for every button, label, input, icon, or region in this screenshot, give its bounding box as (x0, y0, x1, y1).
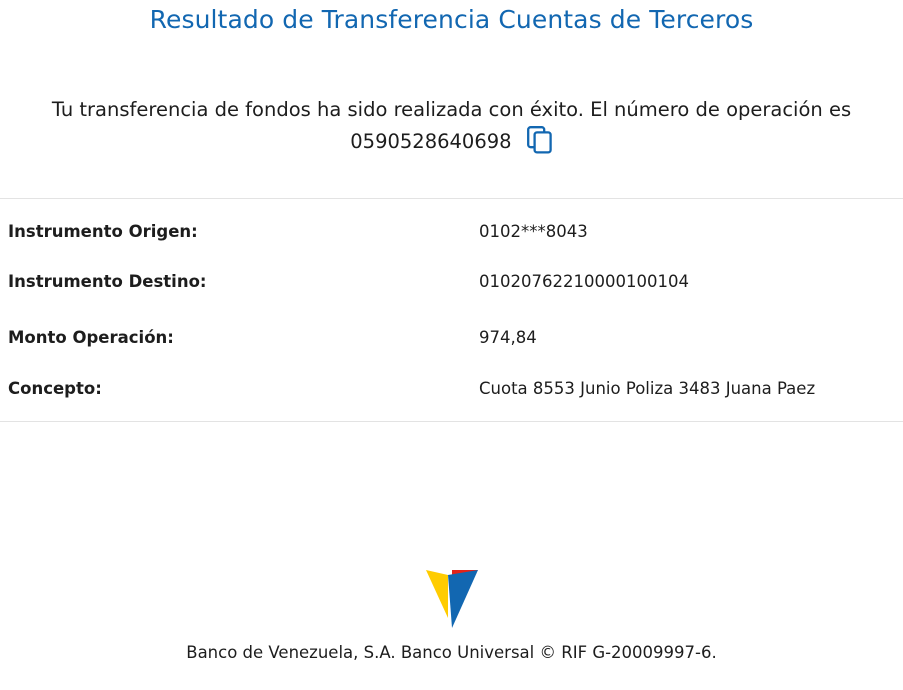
detail-label-concepto: Concepto: (8, 379, 102, 399)
table-row (0, 310, 903, 366)
bdv-logo-icon (422, 566, 482, 632)
footer-text: Banco de Venezuela, S.A. Banco Universal © RIF G-20009997-6. (186, 643, 717, 662)
result-message-text: Tu transferencia de fondos ha sido realizada con éxito. El número de operación es (51, 98, 852, 121)
table-row (0, 199, 903, 255)
table-row (0, 366, 903, 422)
detail-value-instrumento-destino: 01020762210000100104 (479, 272, 689, 292)
copy-icon (527, 126, 553, 154)
detail-label-instrumento-destino: Instrumento Destino: (8, 272, 207, 292)
page-title: Resultado de Transferencia Cuentas de Terceros (149, 5, 754, 34)
detail-label-instrumento-origen: Instrumento Origen: (8, 221, 198, 241)
copy-operation-number-button[interactable] (527, 126, 553, 154)
detail-value-monto-operacion: 974,84 (479, 327, 537, 347)
page-footer (0, 566, 903, 664)
transfer-details-table (0, 199, 903, 421)
operation-number-line (2, 126, 901, 157)
detail-value-concepto: Cuota 8553 Junio Poliza 3483 Juana Paez (479, 379, 816, 399)
divider-bottom (0, 421, 903, 422)
result-message (0, 36, 903, 157)
detail-label-monto-operacion: Monto Operación: (8, 327, 174, 347)
operation-number: 0590528640698 (350, 130, 512, 153)
detail-value-instrumento-origen: 0102***8043 (479, 221, 588, 241)
bdv-logo (422, 566, 482, 632)
table-row (0, 255, 903, 311)
